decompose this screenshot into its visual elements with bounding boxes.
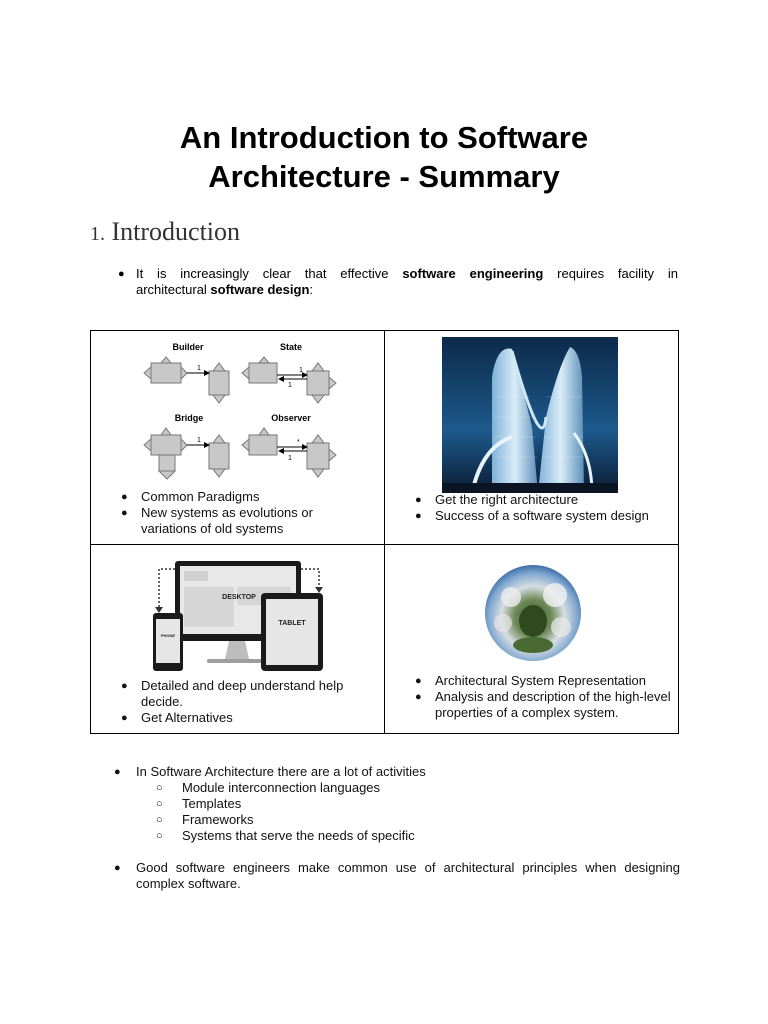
intro-text-3: architectural [136,282,211,297]
tablet-label: TABLET [278,620,306,627]
desktop-label: DESKTOP [222,594,256,601]
builder-shape-left [144,357,187,383]
intro-text-1: It is increasingly clear that effective [136,266,403,281]
circle-bullet-icon: ○ [156,782,163,794]
design-patterns-diagram [139,339,339,489]
label-state: State [279,342,303,352]
grid-cell-patterns [91,331,385,545]
title-line-1: An Introduction to Software [179,120,589,155]
bullet-icon: ● [114,766,121,778]
mult-state-bottom: 1 [288,382,292,389]
bullet-icon: ● [118,268,125,280]
devices-image [149,557,339,675]
sub-list-item: ○ Templates [156,796,242,811]
grid-cell-globe [385,545,679,734]
mult-state-top: 1 [299,367,303,374]
sub-list-item: ○ Systems that serve the needs of specific [156,828,415,843]
state-shape-right [307,363,336,403]
phone-label: PHONE [160,633,176,638]
bullet-icon: ● [121,507,128,519]
section-title: Introduction [111,217,241,246]
label-observer: Observer [271,413,311,423]
circle-bullet-icon: ○ [156,798,163,810]
circle-bullet-icon: ○ [156,830,163,842]
bullet-icon: ● [415,675,422,687]
intro-text-2: requires facility in [543,266,679,281]
label-builder: Builder [172,342,204,352]
intro-paragraph [118,266,678,298]
building-image [442,337,618,493]
activities-section [110,764,680,892]
bridge-shape-right [209,435,229,477]
bridge-shape-left [144,428,187,479]
circle-bullet-icon: ○ [156,814,163,826]
principles-text: Good software engineers make common use of architectural principles when designing complex software. [136,860,680,891]
bullet-icon: ● [415,494,422,506]
bullet-icon: ● [415,691,422,703]
bullet-icon: ● [114,862,121,874]
bullet-icon: ● [121,491,128,503]
observer-shape-right [307,435,336,477]
label-bridge: Bridge [174,413,204,423]
intro-bold-1: software engineering [402,266,544,281]
section-number: 1. [90,223,105,245]
sub-list-item: ○ Module interconnection languages [156,780,381,795]
list-item: ● Get the right architecture [411,492,681,508]
title-line-2: Architecture - Summary [208,159,560,194]
builder-shape-right [209,363,229,403]
list-item: ● Success of a software system design [411,508,681,524]
bullet-icon: ● [121,680,128,692]
activities-text: In Software Architecture there are a lot of activities [136,764,426,779]
bullet-icon: ● [415,510,422,522]
patterns-list [117,489,357,537]
bullet-icon: ● [121,712,128,724]
list-item: ● Analysis and description of the high-level properties of a complex system. [411,689,681,721]
intro-text-4: : [309,282,314,297]
list-item: ● New systems as evolutions or variations of old systems [117,505,357,537]
grid-cell-architecture-photo [385,331,679,545]
devices-list [117,678,367,726]
list-item: ● Get Alternatives [117,710,367,726]
list-item [110,860,680,892]
architecture-list [411,492,681,524]
page-title [0,118,768,196]
list-item: ● Detailed and deep understand help decide. [117,678,367,710]
sub-list-item: ○ Frameworks [156,812,254,827]
summary-grid [90,330,679,734]
section-heading [90,216,240,250]
mult-observer: 1 [288,455,292,462]
representation-list [411,673,681,721]
list-item: ● Architectural System Representation [411,673,681,689]
globe-image [481,561,585,665]
mult-observer-many: * [297,439,300,446]
mult-bridge: 1 [197,437,201,444]
grid-cell-devices [91,545,385,734]
list-item: ● Common Paradigms [117,489,357,505]
state-shape-left [242,357,277,383]
mult-builder: 1 [197,365,201,372]
intro-bold-2: software design [210,282,310,297]
observer-shape-left [242,428,277,455]
list-item [110,764,680,780]
